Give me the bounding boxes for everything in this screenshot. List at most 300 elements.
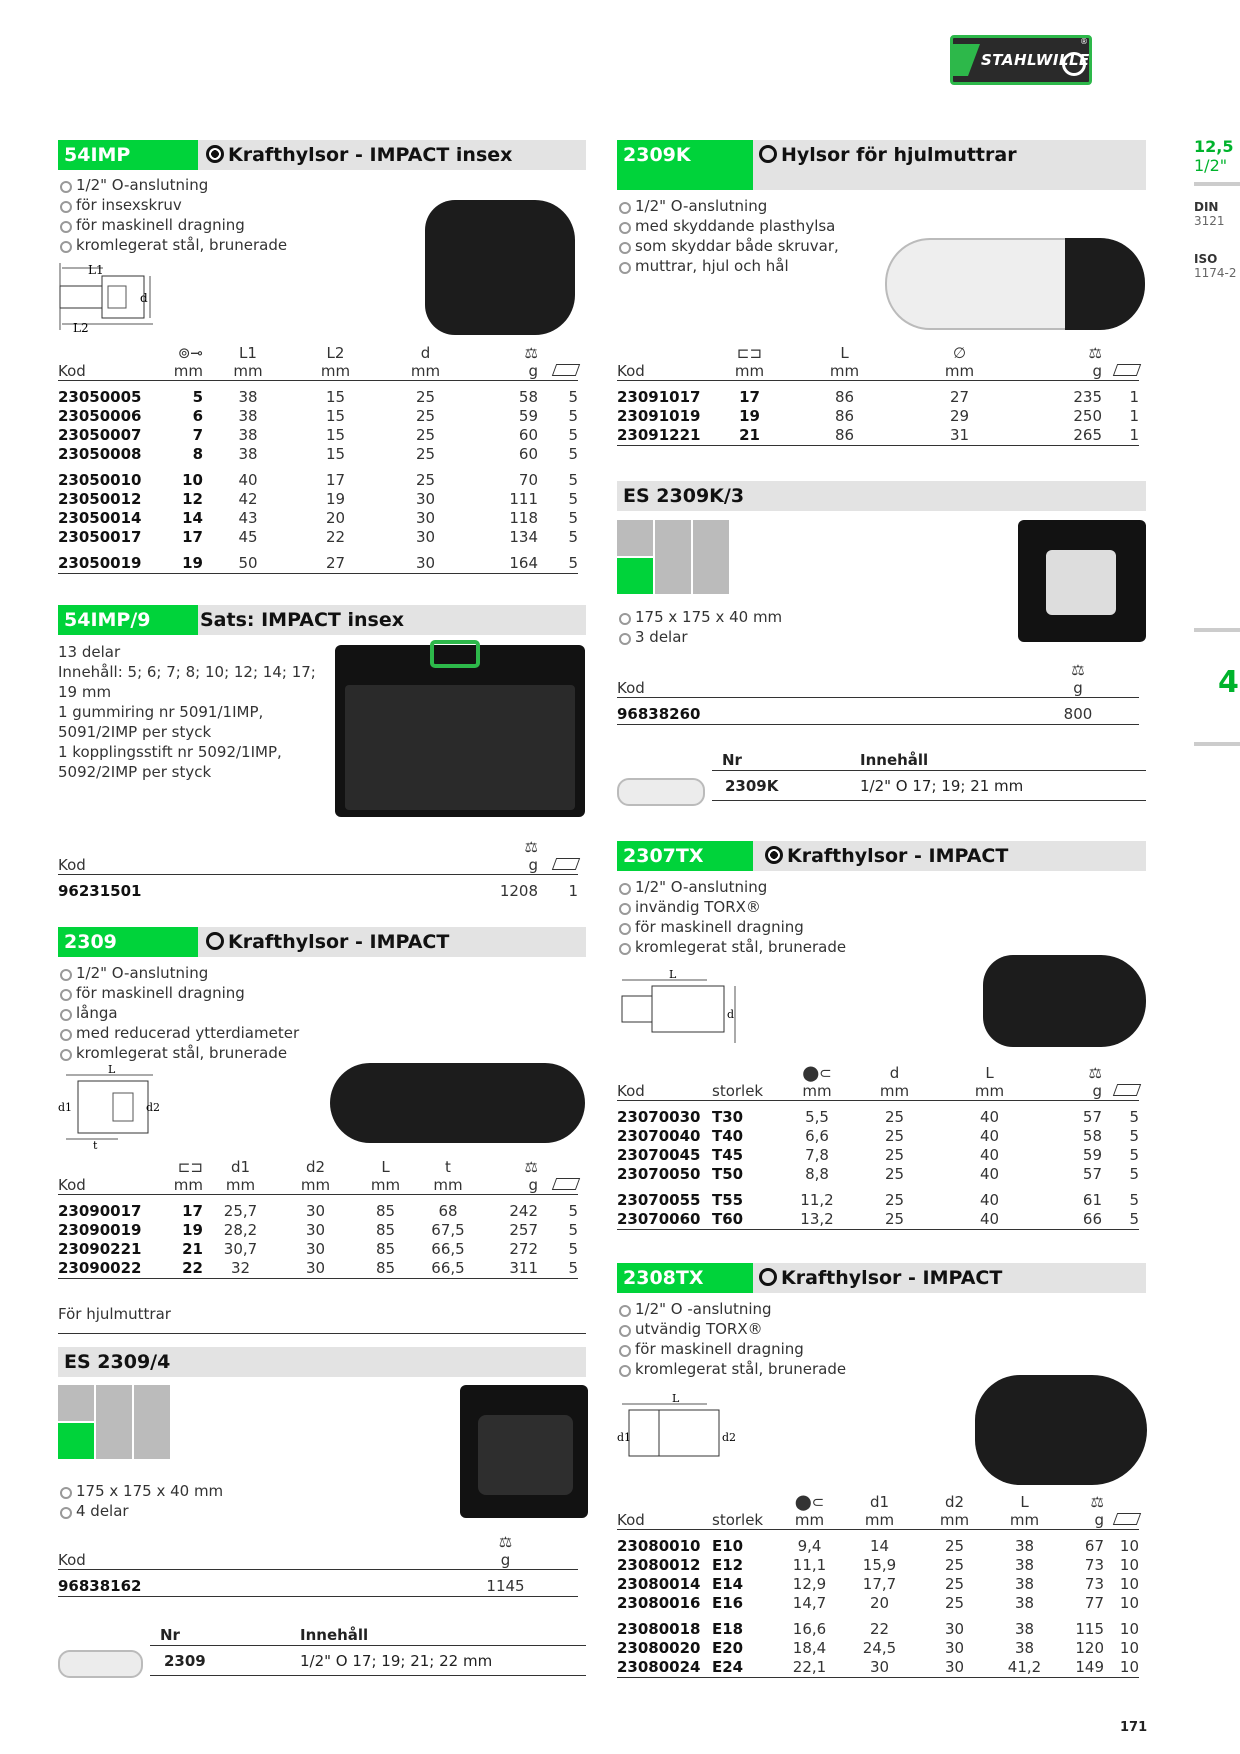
table-cell: 25 bbox=[415, 445, 436, 463]
table-cell: 40 bbox=[979, 1108, 1000, 1126]
table-cell: 1 bbox=[1102, 426, 1139, 446]
table-cell: 134 bbox=[509, 528, 538, 546]
technical-drawing-2308tx bbox=[617, 1392, 742, 1472]
table-cell: 15 bbox=[325, 388, 346, 406]
table-cell: 38 bbox=[238, 388, 258, 406]
table-cell: 25 bbox=[944, 1537, 965, 1555]
table-cell: 25 bbox=[944, 1556, 965, 1574]
article-code: 23080014 bbox=[617, 1575, 701, 1593]
table-cell: 60 bbox=[518, 426, 538, 444]
product-table-2307tx: ⬤⊂ d L ⚖ Kod storlek mm mm mm g 23070030 T30 5,5 25 40 57 5 23070040 T40 6,6 25 40 58 5 23070045 T45 7,8 25 40 59 5 23070050 T50 8,8 25 40 57 5 23070055 T55 11,2 25 40 61 5 23070060 T60 13,2 25 40 66 5 bbox=[617, 1064, 1139, 1230]
table-cell: 30 bbox=[415, 528, 436, 546]
product-photo-2309 bbox=[330, 1063, 585, 1143]
article-code: 23080024 bbox=[617, 1658, 712, 1678]
table-cell: 40 bbox=[238, 471, 258, 489]
article-code: 23050014 bbox=[58, 509, 142, 527]
table-row bbox=[617, 407, 1139, 426]
svg-text:d2: d2 bbox=[722, 1431, 737, 1444]
table-cell: 118 bbox=[509, 509, 538, 527]
table-cell: 5,5 bbox=[805, 1108, 829, 1126]
table-cell: 66 bbox=[1037, 1210, 1102, 1230]
svg-text:L: L bbox=[672, 1392, 680, 1405]
table-cell: 25 bbox=[847, 1210, 942, 1230]
section-title: Sats: IMPACT insex bbox=[200, 609, 404, 631]
svg-text:d1: d1 bbox=[617, 1431, 632, 1444]
table-cell: 30 bbox=[305, 1202, 326, 1220]
table-cell: E14 bbox=[712, 1575, 744, 1593]
table-cell: 38 bbox=[1014, 1620, 1035, 1638]
table-row bbox=[58, 1259, 578, 1279]
table-cell: E10 bbox=[712, 1537, 744, 1555]
section-title: Krafthylsor - IMPACT insex bbox=[206, 140, 512, 170]
table-cell: 17,7 bbox=[862, 1575, 897, 1593]
table-cell: 30 bbox=[415, 490, 436, 508]
table-row bbox=[617, 1639, 1139, 1658]
feature-list-2308tx: 1/2" O -anslutning utvändig TORX® för maskinell dragning kromlegerat stål, brunerade bbox=[617, 1299, 846, 1379]
content-nr-header: Nr bbox=[722, 751, 742, 769]
table-cell: 17 bbox=[182, 1202, 203, 1220]
table-cell: 10 bbox=[1119, 1537, 1139, 1555]
section-header-2309 bbox=[58, 927, 586, 957]
torx-socket-icon bbox=[759, 1268, 777, 1286]
table-cell: 5 bbox=[1129, 1146, 1139, 1164]
table-cell: 85 bbox=[375, 1202, 396, 1220]
table-cell: 25 bbox=[884, 1127, 905, 1145]
table-row bbox=[617, 1165, 1139, 1184]
logo-registered: ® bbox=[1080, 37, 1088, 46]
table-cell: 38 bbox=[1014, 1594, 1035, 1612]
table-cell: 5 bbox=[568, 509, 578, 527]
table-cell: 30 bbox=[378, 547, 473, 574]
table-cell: 30,7 bbox=[223, 1240, 258, 1258]
table-cell: 5 bbox=[1129, 1191, 1139, 1209]
chapter-number: 4 bbox=[1218, 665, 1239, 700]
product-photo-54imp9 bbox=[335, 645, 585, 817]
table-row bbox=[58, 509, 578, 528]
table-cell: 10 bbox=[1119, 1620, 1139, 1638]
table-cell: 85 bbox=[353, 1259, 418, 1279]
article-code: 23080016 bbox=[617, 1594, 701, 1612]
table-cell: 57 bbox=[1082, 1108, 1102, 1126]
table-cell: 58 bbox=[518, 388, 538, 406]
content-text: 1/2" O 17; 19; 21; 22 mm bbox=[300, 1652, 493, 1670]
svg-text:L1: L1 bbox=[88, 263, 104, 277]
table-cell: 10 bbox=[1119, 1594, 1139, 1612]
table-cell: 85 bbox=[375, 1221, 396, 1239]
content-nr-header: Nr bbox=[160, 1626, 180, 1644]
svg-text:L: L bbox=[108, 1065, 116, 1076]
table-cell: 30 bbox=[944, 1639, 965, 1657]
table-cell: 25 bbox=[944, 1594, 965, 1612]
article-code: 23070050 bbox=[617, 1165, 701, 1183]
table-cell: 22,1 bbox=[777, 1658, 842, 1678]
table-cell: 28,2 bbox=[223, 1221, 258, 1239]
table-row bbox=[58, 490, 578, 509]
table-row bbox=[58, 445, 578, 464]
table-cell: 42 bbox=[238, 490, 258, 508]
article-code: 23070045 bbox=[617, 1146, 701, 1164]
svg-text:d: d bbox=[140, 291, 148, 305]
table-cell: T45 bbox=[712, 1146, 744, 1164]
table-cell: 12 bbox=[182, 490, 203, 508]
socket-icon bbox=[759, 145, 777, 163]
table-cell: 85 bbox=[375, 1240, 396, 1258]
table-cell: T60 bbox=[712, 1210, 787, 1230]
logo-text: STAHLWILLE bbox=[981, 51, 1090, 69]
article-code: 23080020 bbox=[617, 1639, 701, 1657]
table-cell: 38 bbox=[1014, 1537, 1035, 1555]
table-cell: 20 bbox=[325, 509, 346, 527]
table-cell: 24,5 bbox=[862, 1639, 897, 1657]
section-header-es2309-4 bbox=[58, 1347, 586, 1377]
table-cell: 86 bbox=[834, 388, 855, 406]
torx-drive-icon bbox=[765, 846, 783, 864]
table-cell: 30 bbox=[917, 1658, 992, 1678]
table-row bbox=[58, 528, 578, 547]
table-row bbox=[58, 1240, 578, 1259]
table-cell: 17 bbox=[182, 528, 203, 546]
section-header-2308tx bbox=[617, 1263, 1146, 1293]
table-row bbox=[617, 1613, 1139, 1639]
article-code: 23091017 bbox=[617, 388, 701, 406]
product-photo-2308tx bbox=[975, 1375, 1147, 1485]
sidebar-iso bbox=[1194, 252, 1237, 280]
kit-layout-grid bbox=[617, 520, 731, 594]
product-photo-2309k bbox=[885, 238, 1145, 330]
table-cell: 40 bbox=[979, 1165, 1000, 1183]
product-photo-es2309k-3 bbox=[1018, 520, 1146, 642]
table-cell: 5 bbox=[1129, 1127, 1139, 1145]
table-cell: 30 bbox=[842, 1658, 917, 1678]
kit-specs: 175 x 175 x 40 mm 3 delar bbox=[617, 607, 782, 647]
section-title: Krafthylsor - IMPACT bbox=[765, 841, 1008, 871]
article-code: 23091019 bbox=[617, 407, 701, 425]
table-cell: 17 bbox=[325, 471, 346, 489]
product-table-es2309k-3: ⚖ Kod g 96838260 800 bbox=[617, 661, 1139, 725]
kit-specs: 175 x 175 x 40 mm 4 delar bbox=[58, 1481, 223, 1521]
table-cell: T50 bbox=[712, 1165, 744, 1183]
note-2309: För hjulmuttrar bbox=[58, 1305, 171, 1323]
product-table-54imp9: ⚖ Kod g 96231501 1208 1 bbox=[58, 838, 578, 901]
chapter-bar-top bbox=[1194, 628, 1240, 632]
section-code: 54IMP/9 bbox=[58, 605, 198, 635]
article-code: 23050006 bbox=[58, 407, 142, 425]
table-cell: 18,4 bbox=[792, 1639, 827, 1657]
table-cell: E16 bbox=[712, 1594, 744, 1612]
table-cell: 6,6 bbox=[805, 1127, 829, 1145]
section-title: ES 2309/4 bbox=[64, 1351, 171, 1373]
table-cell: 5 bbox=[568, 1221, 578, 1239]
table-cell: 311 bbox=[478, 1259, 538, 1279]
article-code: 23090019 bbox=[58, 1221, 142, 1239]
article-code: 23050019 bbox=[58, 547, 153, 574]
svg-text:d: d bbox=[727, 1008, 735, 1021]
table-cell: 40 bbox=[979, 1127, 1000, 1145]
product-table-2309: ⊏⊐ d1 d2 L t ⚖ Kod mm mm mm mm mm g 23090017 17 25,7 30 85 68 242 5 23090019 19 28,2 30 85 67,5 257 5 23090221 21 30,7 30 85 66,5 272 5 23090022 22 32 30 85 66,5 311 5 bbox=[58, 1158, 578, 1279]
article-code: 23050017 bbox=[58, 528, 142, 546]
table-row bbox=[617, 1556, 1139, 1575]
table-cell: 10 bbox=[182, 471, 203, 489]
table-row bbox=[617, 1184, 1139, 1210]
section-header-2309k bbox=[617, 140, 1146, 190]
table-row bbox=[617, 1127, 1139, 1146]
table-cell: 14 bbox=[869, 1537, 890, 1555]
feature-item: kromlegerat stål, brunerade bbox=[58, 235, 287, 255]
table-row bbox=[58, 426, 578, 445]
section-code: 2309 bbox=[58, 927, 198, 957]
table-cell: 67,5 bbox=[431, 1221, 465, 1239]
table-cell: 14,7 bbox=[792, 1594, 827, 1612]
table-cell: 43 bbox=[238, 509, 258, 527]
table-cell: 40 bbox=[979, 1146, 1000, 1164]
table-cell: 29 bbox=[949, 407, 970, 425]
table-row bbox=[617, 1658, 1139, 1678]
table-cell: 25 bbox=[415, 426, 436, 444]
table-cell: 59 bbox=[518, 407, 538, 425]
section-code: 2308TX bbox=[617, 1263, 753, 1293]
stahlwille-logo bbox=[950, 35, 1092, 85]
sidebar-din bbox=[1194, 200, 1225, 228]
table-cell: 13,2 bbox=[787, 1210, 847, 1230]
table-cell: 30 bbox=[305, 1240, 326, 1258]
table-row bbox=[58, 407, 578, 426]
chapter-bar-bottom bbox=[1194, 742, 1240, 746]
hex-drive-icon bbox=[206, 145, 224, 163]
table-cell: 57 bbox=[1082, 1165, 1102, 1183]
table-cell: 60 bbox=[518, 445, 538, 463]
product-table-54imp: ⊚⊸ L1 L2 d ⚖ Kod mm mm mm mm g 23050005 5 38 15 25 58 5 23050006 6 38 15 25 59 5 23050007 7 38 15 25 60 5 23050008 8 38 15 25 60 5 23050010 10 40 17 25 70 5 23050012 12 42 19 30 111 5 23050014 14 43 20 30 118 5 23050017 17 45 22 30 134 5 23050019 19 50 27 30 164 5 bbox=[58, 344, 578, 574]
table-cell: 27 bbox=[293, 547, 378, 574]
technical-drawing-2307tx bbox=[617, 968, 742, 1048]
table-row bbox=[58, 547, 578, 574]
table-row bbox=[58, 381, 578, 408]
table-cell: 1 bbox=[1129, 407, 1139, 425]
section-header-2307tx bbox=[617, 841, 1146, 871]
table-cell: 257 bbox=[509, 1221, 538, 1239]
section-title: Krafthylsor - IMPACT bbox=[206, 927, 449, 957]
table-cell: 111 bbox=[509, 490, 538, 508]
table-cell: 38 bbox=[1014, 1556, 1035, 1574]
article-code: 23050008 bbox=[58, 445, 142, 463]
section-title: ES 2309K/3 bbox=[623, 485, 745, 507]
table-cell: 38 bbox=[1014, 1639, 1035, 1657]
table-cell: T30 bbox=[712, 1108, 744, 1126]
svg-text:d1: d1 bbox=[58, 1101, 73, 1114]
drive-label: 1/2" bbox=[1194, 156, 1228, 175]
article-code: 23070060 bbox=[617, 1210, 712, 1230]
kit-description: 13 delar Innehåll: 5; 6; 7; 8; 10; 12; 14; 17; 19 mm 1 gummiring nr 5091/1IMP, 5091/2IMP per styck 1 kopplingsstift nr 5092/1IMP, 5092/2IMP per styck bbox=[58, 643, 316, 781]
table-cell: 15 bbox=[325, 445, 346, 463]
article-code: 23080012 bbox=[617, 1556, 701, 1574]
svg-text:t: t bbox=[93, 1139, 98, 1150]
table-cell: 5 bbox=[568, 490, 578, 508]
product-photo-2307tx bbox=[983, 955, 1146, 1047]
kit-layout-grid bbox=[58, 1385, 172, 1459]
table-cell: 25 bbox=[944, 1575, 965, 1593]
socket-thumbnail bbox=[58, 1650, 143, 1678]
table-cell: 30 bbox=[305, 1221, 326, 1239]
product-photo-es2309-4 bbox=[460, 1385, 588, 1518]
section-header-54imp9 bbox=[58, 605, 586, 635]
table-cell: 22 bbox=[325, 528, 346, 546]
table-cell: 164 bbox=[473, 547, 538, 574]
divider bbox=[58, 1333, 586, 1334]
table-cell: E18 bbox=[712, 1620, 744, 1638]
table-cell: 10 bbox=[1104, 1658, 1139, 1678]
table-cell: 15 bbox=[325, 426, 346, 444]
table-cell: 10 bbox=[1119, 1575, 1139, 1593]
feature-list-54imp bbox=[58, 175, 287, 255]
product-table-2308tx: ⬤⊂ d1 d2 L ⚖ Kod storlek mm mm mm mm g 23080010 E10 9,4 14 25 38 67 10 23080012 E12 11,1 15,9 25 38 73 10 23080014 E14 12,9 17,7 25 38 73 10 23080016 E16 14,7 20 25 38 77 10 23080018 E18 16,6 22 30 38 115 10 23080020 E20 18,4 24,5 30 38 120 10 23080024 E24 22,1 30 30 41,2 149 10 bbox=[617, 1493, 1139, 1678]
table-cell: 58 bbox=[1082, 1127, 1102, 1145]
table-cell: 20 bbox=[869, 1594, 890, 1612]
table-cell: 25 bbox=[415, 471, 436, 489]
table-cell: 15 bbox=[325, 407, 346, 425]
table-cell: 5 bbox=[568, 528, 578, 546]
table-cell: T55 bbox=[712, 1191, 744, 1209]
feature-item: för maskinell dragning bbox=[58, 215, 287, 235]
logo-gear-icon bbox=[1062, 52, 1086, 76]
socket-thumbnail bbox=[617, 778, 705, 806]
table-cell: 15,9 bbox=[862, 1556, 897, 1574]
table-cell: 5 bbox=[1129, 1108, 1139, 1126]
table-cell: 1 bbox=[1129, 388, 1139, 406]
table-cell: 21 bbox=[182, 1240, 203, 1258]
article-code: 23050007 bbox=[58, 426, 142, 444]
table-cell: 120 bbox=[1075, 1639, 1104, 1657]
table-cell: 5 bbox=[1102, 1210, 1139, 1230]
table-cell: 86 bbox=[834, 407, 855, 425]
table-cell: 5 bbox=[568, 426, 578, 444]
table-cell: 5 bbox=[568, 1202, 578, 1220]
table-cell: 59 bbox=[1082, 1146, 1102, 1164]
technical-drawing-54imp bbox=[58, 258, 158, 334]
table-cell: 5 bbox=[568, 471, 578, 489]
table-row bbox=[58, 1221, 578, 1240]
article-code: 23090017 bbox=[58, 1202, 142, 1220]
sidebar-size bbox=[1194, 137, 1233, 175]
table-cell: 16,6 bbox=[792, 1620, 827, 1638]
table-cell: 25,7 bbox=[223, 1202, 258, 1220]
col-kod: Kod bbox=[58, 362, 153, 381]
table-cell: 149 bbox=[1057, 1658, 1104, 1678]
package-icon bbox=[552, 364, 580, 376]
table-cell: 11,2 bbox=[800, 1191, 834, 1209]
table-row bbox=[617, 1575, 1139, 1594]
table-row bbox=[58, 1195, 578, 1222]
product-table-2309k: ⊏⊐ L ∅ ⚖ Kod mm mm mm g 23091017 17 86 27 235 1 23091019 19 86 29 250 1 23091221 21 86 31 265 1 bbox=[617, 344, 1139, 446]
table-cell: 22 bbox=[869, 1620, 890, 1638]
feature-list-2309: 1/2" O-anslutning för maskinell dragning långa med reducerad ytterdiameter kromlegerat stål, brunerade bbox=[58, 963, 299, 1063]
table-cell: 73 bbox=[1084, 1575, 1104, 1593]
content-nr: 2309 bbox=[164, 1652, 206, 1670]
table-cell: 5 bbox=[568, 388, 578, 406]
table-cell: 66,5 bbox=[418, 1259, 478, 1279]
article-code: 23070055 bbox=[617, 1191, 701, 1209]
table-cell: 10 bbox=[1119, 1639, 1139, 1657]
table-row bbox=[617, 1101, 1139, 1128]
table-cell: 5 bbox=[192, 388, 203, 406]
iso-value: 1174-2 bbox=[1194, 266, 1237, 280]
section-title: Hylsor för hjulmuttrar bbox=[759, 140, 1017, 170]
section-code: 54IMP bbox=[58, 140, 198, 170]
table-cell: 25 bbox=[415, 388, 436, 406]
table-cell: 11,1 bbox=[792, 1556, 827, 1574]
table-cell: 242 bbox=[509, 1202, 538, 1220]
table-cell: 5 bbox=[568, 445, 578, 463]
article-code: 23091221 bbox=[617, 426, 712, 446]
table-row bbox=[617, 1594, 1139, 1613]
socket-icon bbox=[206, 932, 224, 950]
table-cell: 30 bbox=[415, 509, 436, 527]
article-code: 23050012 bbox=[58, 490, 142, 508]
table-cell: 7 bbox=[192, 426, 203, 444]
table-row bbox=[617, 1146, 1139, 1165]
table-cell: 250 bbox=[1073, 407, 1102, 425]
table-cell: 9,4 bbox=[797, 1537, 822, 1555]
table-cell: T40 bbox=[712, 1127, 744, 1145]
table-row bbox=[58, 464, 578, 490]
content-header: Innehåll bbox=[300, 1626, 369, 1644]
table-cell: 45 bbox=[238, 528, 258, 546]
table-cell: 272 bbox=[509, 1240, 538, 1258]
table-cell: 25 bbox=[884, 1191, 905, 1209]
table-cell: 31 bbox=[902, 426, 1017, 446]
svg-text:L2: L2 bbox=[73, 321, 89, 334]
table-cell: 25 bbox=[884, 1108, 905, 1126]
table-row bbox=[617, 426, 1139, 446]
table-cell: 5 bbox=[1129, 1165, 1139, 1183]
logo-mark-icon bbox=[950, 44, 980, 76]
article-code: 23080010 bbox=[617, 1537, 701, 1555]
din-value: 3121 bbox=[1194, 214, 1225, 228]
table-cell: 30 bbox=[278, 1259, 353, 1279]
table-cell: 67 bbox=[1084, 1537, 1104, 1555]
section-header-54imp bbox=[58, 140, 586, 170]
content-nr: 2309K bbox=[725, 777, 779, 795]
table-cell: 21 bbox=[712, 426, 787, 446]
product-table-es2309-4: ⚖ Kod g 96838162 1145 bbox=[58, 1533, 578, 1597]
table-cell: E12 bbox=[712, 1556, 744, 1574]
table-cell: 115 bbox=[1075, 1620, 1104, 1638]
size-label: 12,5 bbox=[1194, 137, 1234, 156]
table-cell: 19 bbox=[153, 547, 203, 574]
table-cell: 32 bbox=[203, 1259, 278, 1279]
table-cell: 38 bbox=[238, 445, 258, 463]
content-header: Innehåll bbox=[860, 751, 929, 769]
table-cell: 73 bbox=[1084, 1556, 1104, 1574]
feature-list-2307tx: 1/2" O-anslutning invändig TORX® för maskinell dragning kromlegerat stål, brunerade bbox=[617, 877, 846, 957]
table-cell: 5 bbox=[538, 547, 578, 574]
svg-text:L: L bbox=[669, 968, 677, 981]
table-row bbox=[617, 1210, 1139, 1230]
article-code: 23070030 bbox=[617, 1108, 701, 1126]
table-cell: 5 bbox=[568, 407, 578, 425]
section-header-es2309k-3 bbox=[617, 481, 1146, 511]
table-cell: 6 bbox=[192, 407, 203, 425]
table-row bbox=[617, 381, 1139, 408]
table-cell: 10 bbox=[1119, 1556, 1139, 1574]
table-cell: 235 bbox=[1073, 388, 1102, 406]
article-code: 23070040 bbox=[617, 1127, 701, 1145]
table-cell: 70 bbox=[518, 471, 538, 489]
page-number: 171 bbox=[1120, 1720, 1148, 1735]
table-cell: 19 bbox=[182, 1221, 203, 1239]
section-title: Krafthylsor - IMPACT bbox=[759, 1263, 1002, 1293]
article-code: 23090022 bbox=[58, 1259, 153, 1279]
table-cell: 7,8 bbox=[805, 1146, 829, 1164]
article-code: 23090221 bbox=[58, 1240, 142, 1258]
